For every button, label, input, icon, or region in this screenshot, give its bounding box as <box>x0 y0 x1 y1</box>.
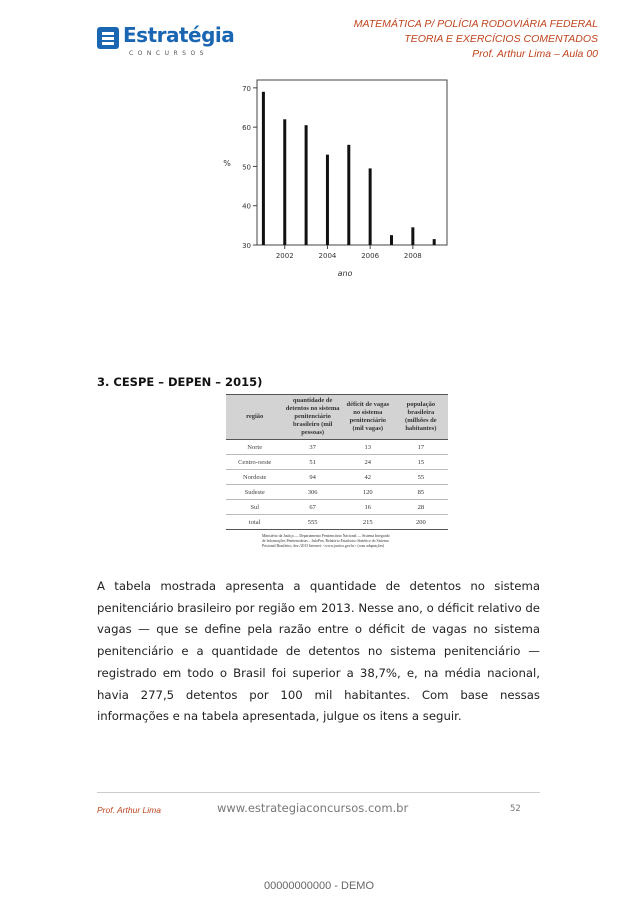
cell-region: Sul <box>226 500 283 515</box>
cell-populacao: 28 <box>394 500 448 515</box>
table-source <box>226 534 448 549</box>
y-tick-label: 60 <box>242 124 251 133</box>
logo-name: Estratégia <box>123 23 235 47</box>
cell-detentos: 306 <box>283 485 342 500</box>
cell-detentos: 51 <box>283 455 342 470</box>
bar <box>326 155 329 245</box>
cell-region: Norte <box>226 440 283 455</box>
cell-detentos: 67 <box>283 500 342 515</box>
cell-deficit: 42 <box>342 470 394 485</box>
cell-detentos: 555 <box>283 515 342 530</box>
bar <box>433 239 436 245</box>
table-row <box>226 500 448 515</box>
demo-watermark: 00000000000 - DEMO <box>263 880 375 892</box>
cell-populacao: 85 <box>394 485 448 500</box>
cell-deficit: 215 <box>342 515 394 530</box>
y-tick-label: 40 <box>242 202 251 211</box>
source-line: Prisional Brasileiro, dez./2013 Internet: <www.justica.gov.br> (com adaptações) <box>262 544 385 548</box>
cell-deficit: 13 <box>342 440 394 455</box>
y-tick-label: 50 <box>242 163 251 172</box>
header-deficit: déficit de vagas no sistema penitenciário (mil vagas) <box>342 395 394 440</box>
header-lesson: Prof. Arthur Lima – Aula 00 <box>472 48 598 60</box>
cell-populacao: 15 <box>394 455 448 470</box>
bar <box>369 168 372 245</box>
bar <box>411 227 414 245</box>
bar <box>262 92 265 245</box>
cell-deficit: 120 <box>342 485 394 500</box>
table-header-row <box>226 395 448 440</box>
bar <box>347 145 350 245</box>
header-course-subtitle: TEORIA E EXERCÍCIOS COMENTADOS <box>404 33 598 45</box>
bar <box>283 119 286 245</box>
logo-subtitle: CONCURSOS <box>129 50 208 57</box>
chart-ylabel: % <box>223 159 231 168</box>
y-tick-label: 70 <box>242 84 251 93</box>
cell-populacao: 55 <box>394 470 448 485</box>
header-detentos: quantidade de detentos no sistema penitenciário brasileiro (mil pessoas) <box>283 395 342 440</box>
cell-populacao: 17 <box>394 440 448 455</box>
logo-icon <box>97 27 119 49</box>
cell-populacao: 200 <box>394 515 448 530</box>
chart-xlabel: ano <box>337 269 353 278</box>
estrategia-logo <box>97 23 237 61</box>
data-table-figure <box>226 394 448 549</box>
footer-website: www.estrategiaconcursos.com.br <box>217 801 409 815</box>
bar <box>390 235 393 245</box>
source-line: Ministério da Justiça — Departamento Penitenciário Nacional — Sistema Integrado <box>262 534 390 538</box>
cell-region: Centro-oeste <box>226 455 283 470</box>
footer-page-number: 52 <box>510 804 521 814</box>
footer-author: Prof. Arthur Lima <box>97 805 161 815</box>
y-tick-label: 30 <box>242 242 251 250</box>
cell-detentos: 37 <box>283 440 342 455</box>
cell-deficit: 16 <box>342 500 394 515</box>
x-tick-label: 2002 <box>275 252 294 260</box>
x-tick-label: 2006 <box>361 252 380 260</box>
table-row <box>226 455 448 470</box>
bar-chart <box>215 72 455 282</box>
header-course-title: MATEMÁTICA P/ POLÍCIA RODOVIÁRIA FEDERAL <box>353 18 598 30</box>
table-row <box>226 485 448 500</box>
table-row <box>226 470 448 485</box>
chart-axes <box>242 80 447 260</box>
bar <box>305 125 308 245</box>
header-regiao: região <box>226 395 283 440</box>
table-total-row <box>226 515 448 530</box>
cell-region: Sudeste <box>226 485 283 500</box>
cell-region: total <box>226 515 283 530</box>
cell-region: Nordeste <box>226 470 283 485</box>
cell-deficit: 24 <box>342 455 394 470</box>
question-paragraph: A tabela mostrada apresenta a quantidade de detentos no sistema penitenciário brasileiro por região em 2013. Nesse ano, o déficit relativo de vagas — que se define pela razão entre o déficit de vagas no sistema penitenciário e a quantidade de detentos no sistema penitenciário — registrado em todo o Brasil foi superior a 38,7%, e, na média nacional, havia 277,5 detentos por 100 mil habitantes. Com base nessas informações e na tabela apresentada, julgue os itens a seguir. <box>97 579 540 724</box>
source-line: de Informações Penitenciárias – InfoPen, Relatório Estatístico Sintético do Sistema <box>262 539 389 543</box>
table-row <box>226 440 448 455</box>
header-populacao: população brasileira (milhões de habitantes) <box>394 395 448 440</box>
data-table <box>226 394 448 530</box>
chart-bars <box>262 92 436 245</box>
cell-detentos: 94 <box>283 470 342 485</box>
x-tick-label: 2008 <box>403 252 422 260</box>
footer-divider <box>97 792 540 793</box>
x-tick-label: 2004 <box>318 252 337 260</box>
question-title: 3. CESPE – DEPEN – 2015) <box>97 375 263 389</box>
